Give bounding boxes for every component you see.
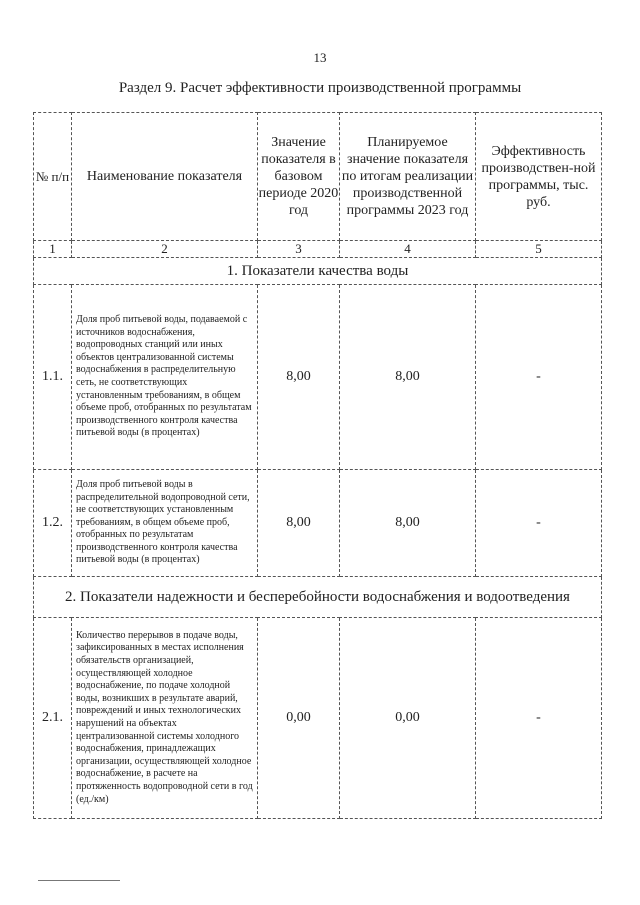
- indicator-name: Количество перерывов в подаче воды, зафиксированных в местах исполнения обязательств организацией, осуществляющей холодное водоснабжение, по подаче холодной воды, возникших в результате аварий, повреждений и иных технологических нарушений на объектах централизованной системы холодного водоснабжения, принадлежащих организации, осуществляющей холодное водоснабжение, в расчете на протяженность водопроводной сети в год (ед./км): [72, 618, 258, 819]
- section-heading-row: [34, 577, 602, 618]
- base-value: 8,00: [258, 285, 340, 470]
- footnote-divider: [38, 880, 120, 881]
- plan-value: 0,00: [340, 618, 476, 819]
- column-index: 4: [340, 241, 476, 258]
- header-plan-value: Планируемое значение показателя по итогам реализации производственной программы 2023 год: [340, 113, 476, 241]
- base-value: 8,00: [258, 470, 340, 577]
- plan-value: 8,00: [340, 285, 476, 470]
- table-row: [34, 618, 602, 819]
- row-number: 1.2.: [34, 470, 72, 577]
- efficiency-value: -: [476, 285, 602, 470]
- section-title: Раздел 9. Расчет эффективности производственной программы: [118, 80, 522, 96]
- base-value: 0,00: [258, 618, 340, 819]
- header-base-value: Значение показателя в базовом периоде 2020 год: [258, 113, 340, 241]
- page-number: 13: [313, 50, 327, 65]
- column-index-row: [34, 241, 602, 258]
- efficiency-table: [33, 112, 602, 819]
- header-num: № п/п: [34, 113, 72, 241]
- table-row: [34, 470, 602, 577]
- column-index: 2: [72, 241, 258, 258]
- header-efficiency: Эффективность производствен-ной программы, тыс. руб.: [476, 113, 602, 241]
- plan-value: 8,00: [340, 470, 476, 577]
- row-number: 2.1.: [34, 618, 72, 819]
- row-number: 1.1.: [34, 285, 72, 470]
- indicator-name: Доля проб питьевой воды, подаваемой с источников водоснабжения, водопроводных станций или иных объектов централизованной системы водоснабжения в распределительную сеть, не соответствующих установленным требованиям, в общем объеме проб, отобранных по результатам производственного контроля качества питьевой воды (в процентах): [72, 285, 258, 470]
- column-index: 1: [34, 241, 72, 258]
- section-heading-reliability: 2. Показатели надежности и бесперебойности водоснабжения и водоотведения: [34, 577, 602, 618]
- section-heading-water-quality: 1. Показатели качества воды: [34, 258, 602, 285]
- section-heading-row: [34, 258, 602, 285]
- column-index: 3: [258, 241, 340, 258]
- column-index: 5: [476, 241, 602, 258]
- efficiency-value: -: [476, 618, 602, 819]
- indicator-name: Доля проб питьевой воды в распределительной водопроводной сети, не соответствующих установленным требованиям, в общем объеме проб, отобранных по результатам производственного контроля качества питьевой воды (в процентах): [72, 470, 258, 577]
- table-row: [34, 285, 602, 470]
- table-header-row: [34, 113, 602, 241]
- efficiency-value: -: [476, 470, 602, 577]
- header-name: Наименование показателя: [72, 113, 258, 241]
